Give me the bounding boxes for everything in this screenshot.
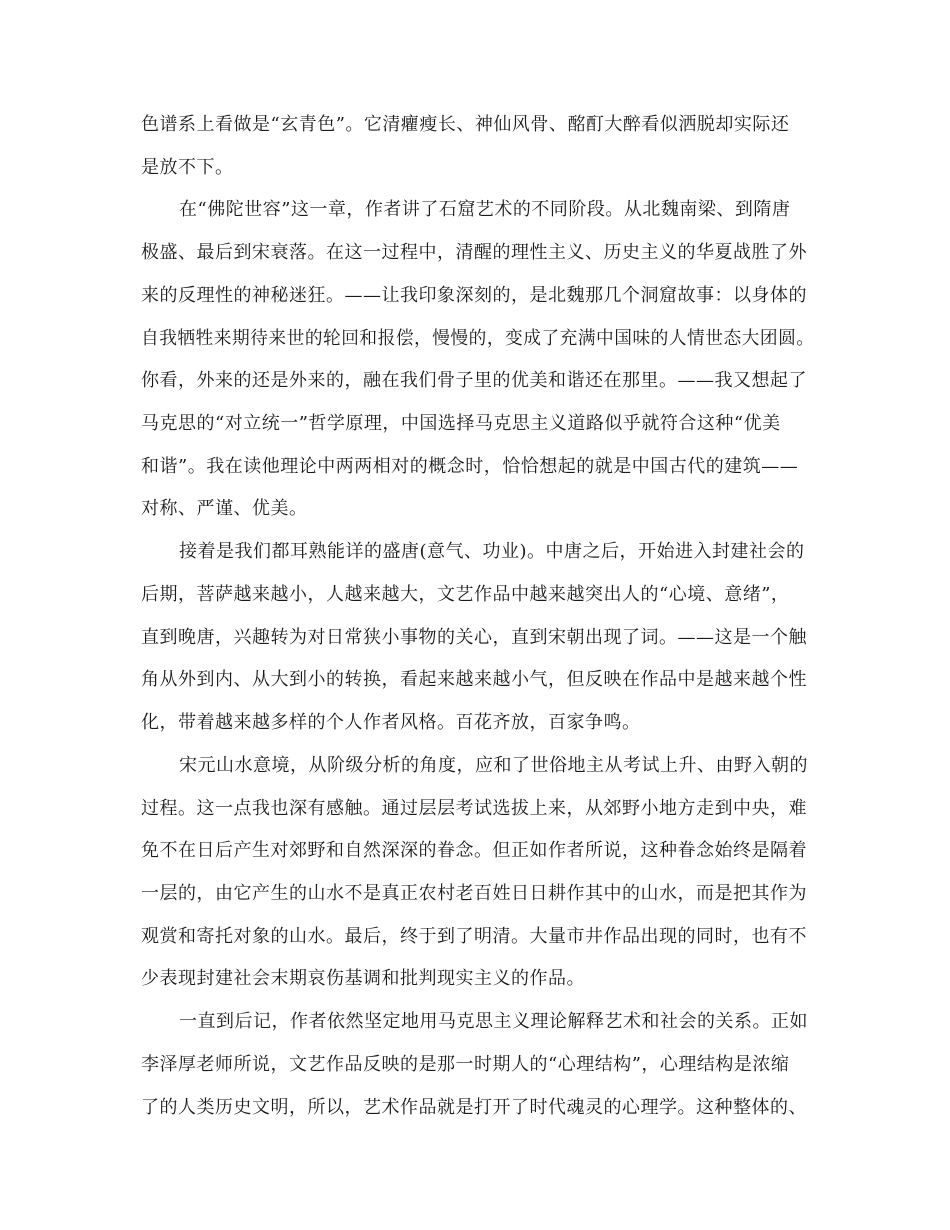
text-line: 角从外到内、从大到小的转换，看起来越来越小气，但反映在作品中是越来越个性	[141, 669, 807, 690]
text-line: 观赏和寄托对象的山水。最后，终于到了明清。大量市井作品出现的同时，也有不	[141, 926, 807, 947]
text-line: 李泽厚老师所说，文艺作品反映的是那一时期人的“心理结构”，心理结构是浓缩	[141, 1054, 790, 1075]
paragraph-start-line: 在“佛陀世容”这一章，作者讲了石窟艺术的不同阶段。从北魏南梁、到隋唐	[179, 199, 791, 220]
paragraph-start-line: 接着是我们都耳熟能详的盛唐(意气、功业)。中唐之后，开始进入封建社会的	[179, 541, 805, 562]
text-line: 极盛、最后到宋衰落。在这一过程中，清醒的理性主义、历史主义的华夏战胜了外	[141, 242, 807, 263]
text-line: 免不在日后产生对郊野和自然深深的眷念。但正如作者所说，这种眷念始终是隔着	[141, 840, 807, 861]
text-line: 自我牺牲来期待来世的轮回和报偿，慢慢的，变成了充满中国味的人情世态大团圆。	[141, 328, 815, 349]
text-line: 来的反理性的神秘迷狂。——让我印象深刻的，是北魏那几个洞窟故事：以身体的	[141, 285, 807, 306]
text-line: 化，带着越来越多样的个人作者风格。百花齐放，百家争鸣。	[141, 712, 641, 733]
text-line: 你看，外来的还是外来的，融在我们骨子里的优美和谐还在那里。——我又想起了	[141, 370, 807, 391]
text-line: 少表现封建社会末期哀伤基调和批判现实主义的作品。	[141, 968, 585, 989]
paragraph-start-line: 一直到后记，作者依然坚定地用马克思主义理论解释艺术和社会的关系。正如	[179, 1011, 808, 1032]
text-line: 了的人类历史文明，所以，艺术作品就是打开了时代魂灵的心理学。这种整体的、	[141, 1097, 807, 1118]
text-line: 过程。这一点我也深有感触。通过层层考试选拔上来，从郊野小地方走到中央，难	[141, 798, 807, 819]
text-line: 一层的，由它产生的山水不是真正农村老百姓日日耕作其中的山水，而是把其作为	[141, 883, 807, 904]
text-line: 后期，菩萨越来越小，人越来越大，文艺作品中越来越突出人的“心境、意绪”，	[141, 584, 790, 605]
text-line: 对称、严谨、优美。	[141, 498, 308, 519]
text-line: 色谱系上看做是“玄青色”。它清癯瘦长、神仙风骨、酩酊大醉看似洒脱却实际还	[141, 114, 790, 135]
text-line: 马克思的“对立统一”哲学原理，中国选择马克思主义道路似乎就符合这种“优美	[141, 413, 781, 434]
text-line: 是放不下。	[141, 157, 234, 178]
text-line: 和谐”。我在读他理论中两两相对的概念时，恰恰想起的就是中国古代的建筑——	[141, 456, 799, 477]
paragraph-start-line: 宋元山水意境，从阶级分析的角度，应和了世俗地主从考试上升、由野入朝的	[179, 755, 808, 776]
text-line: 直到晚唐，兴趣转为对日常狭小事物的关心，直到宋朝出现了词。——这是一个触	[141, 627, 807, 648]
